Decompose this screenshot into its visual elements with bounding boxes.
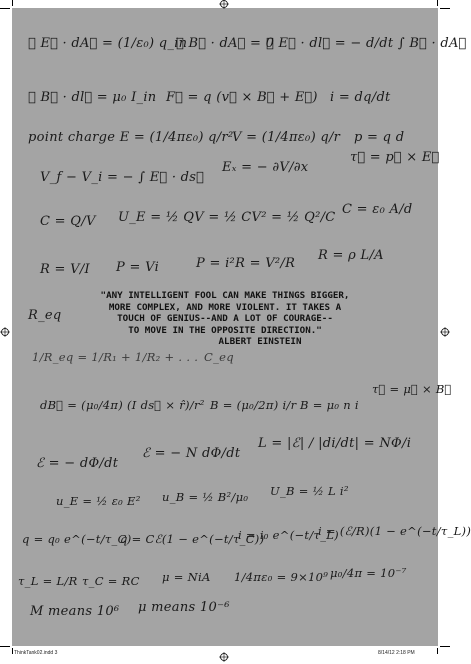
biot-savart-law: dB⃗ = (μ₀/4π) (I ds⃗ × r̂)/r² [40,398,205,412]
rc-time-constant: τ_C = RC [82,574,140,588]
permeability-constant: μ₀/4π = 10⁻⁷ [330,566,407,580]
crop-mark-top-right-h [440,8,450,9]
faraday-law: ∮ E⃗ · dl⃗ = − d/dt ∫ B⃗ · dA⃗ [266,36,467,51]
crop-mark-bottom-right-h [440,646,450,647]
series-resistance-label: R_eq [28,308,62,323]
rl-decay: i = i₀ e^(−t/τ_L) [238,528,339,542]
registration-mark-top-icon [219,0,229,9]
field-from-potential: Eₓ = − ∂V/∂x [222,160,309,175]
electric-energy-density: u_E = ½ ε₀ E² [56,494,141,508]
inductance-definition: L = |ℰ| / |di/dt| = NΦ/i [258,436,412,451]
capacitor-energy: U_E = ½ QV = ½ CV² = ½ Q²/C [118,210,336,225]
footer-filename: ThinkTank02.indd 3 [14,650,58,656]
rc-discharge: q = q₀ e^(−t/τ_C) [22,532,132,546]
quote-line-2: MORE COMPLEX, AND MORE VIOLENT. IT TAKES A [108,301,342,313]
mega-prefix: M means 10⁶ [30,604,120,619]
registration-mark-bottom-icon [219,652,229,662]
point-charge-potential: V = (1/4πε₀) q/r [232,130,341,145]
capacitance-definition: C = Q/V [40,214,96,229]
parallel-resistance: 1/R_eq = 1/R₁ + 1/R₂ + . . . [32,350,199,364]
inductor-energy: U_B = ½ L i² [270,484,349,498]
point-charge-field: point charge E = (1/4πε₀) q/r² [28,130,234,145]
crop-mark-bottom-left-h [0,646,10,647]
rc-charge: q = Cℰ(1 − e^(−t/τ_C)) [120,532,265,546]
micro-prefix: μ means 10⁻⁶ [138,600,230,615]
coil-emf: ℰ = − N dΦ/dt [142,446,241,461]
wire-magnetic-field: B = (μ₀/2π) i/r [210,398,297,412]
parallel-plate-capacitance: C = ε₀ A/d [342,202,413,217]
crop-mark-top-left-h [0,8,10,9]
einstein-quote [60,290,390,348]
rl-growth: i = (ℰ/R)(1 − e^(−t/τ_L)) [318,524,471,538]
crop-mark-top-right-v [437,0,438,6]
coulomb-constant: 1/4πε₀ = 9×10⁹ [234,570,329,584]
magnetic-torque: τ⃗ = μ⃗ × B⃗ [372,382,452,396]
potential-difference: V_f − V_i = − ∫ E⃗ · ds⃗ [40,170,205,185]
registration-mark-left-icon [0,327,10,337]
quote-line-4: TO MOVE IN THE OPPOSITE DIRECTION." [128,324,322,336]
dipole-torque: τ⃗ = p⃗ × E⃗ [350,150,440,165]
gauss-law-electric: ∮ E⃗ · dA⃗ = (1/ε₀) q_in [28,36,188,51]
crop-mark-bottom-right-v [437,648,438,654]
current-definition: i = dq/dt [330,90,391,105]
quote-author: ALBERT EINSTEIN [218,336,302,347]
magnetic-energy-density: u_B = ½ B²/μ₀ [162,490,249,504]
registration-mark-right-icon [440,327,450,337]
quote-line-3: TOUCH OF GENIUS--AND A LOT OF COURAGE-- [117,313,333,324]
faraday-emf: ℰ = − dΦ/dt [36,456,119,471]
power-vi: P = Vi [116,260,160,275]
resistivity: R = ρ L/A [318,248,384,263]
dipole-moment: p = q d [354,130,405,145]
lorentz-force: F⃗ = q (v⃗ × B⃗ + E⃗) [166,90,318,105]
quote-line-1: "ANY INTELLIGENT FOOL CAN MAKE THINGS BIGGER, [100,290,350,301]
equivalent-capacitance-label: C_eq [204,350,234,364]
ohms-law: R = V/I [40,262,90,277]
gauss-law-magnetic: ∮ B⃗ · dA⃗ = 0 [176,36,275,51]
crop-mark-top-left-v [12,0,13,6]
footer-datetime: 8/14/12 2:18 PM [378,650,415,656]
power-resistance: P = i²R = V²/R [196,256,296,271]
magnetic-dipole-moment: μ = NiA [162,570,211,584]
crop-mark-bottom-left-v [12,648,13,654]
ampere-law: ∮ B⃗ · dl⃗ = μ₀ I_in [28,90,157,105]
rl-time-constant: τ_L = L/R [18,574,78,588]
solenoid-field: B = μ₀ n i [300,398,359,412]
